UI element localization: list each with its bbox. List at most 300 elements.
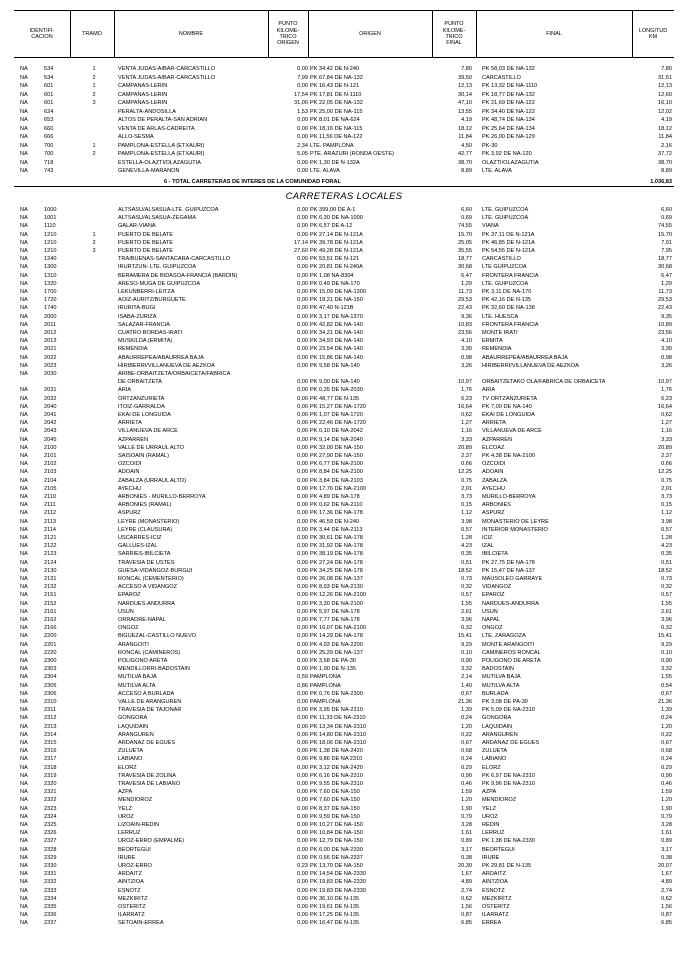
cell-origen: PTE. ARAZURI (RONDA OESTE) bbox=[310, 151, 394, 157]
cell-final: MENDIOROZ bbox=[482, 797, 517, 804]
table-row bbox=[14, 715, 674, 722]
cell-longitud: 1,55 bbox=[661, 600, 672, 607]
cell-punto-final: 3,28 bbox=[461, 822, 472, 828]
cell-punto-origen: 0,00 bbox=[297, 797, 308, 804]
cell-punto-final: 0,90 bbox=[461, 772, 472, 779]
cell-punto-origen: 2,34 bbox=[297, 142, 308, 149]
cell-nombre: PUERTO DE BELATE bbox=[118, 248, 174, 254]
cell-punto-origen: 0,00 bbox=[297, 362, 308, 369]
cell-identificacion: 2166 bbox=[44, 625, 57, 632]
cell-identificacion: 2321 bbox=[44, 789, 57, 796]
cell-longitud: 1,59 bbox=[661, 789, 672, 796]
cell-punto-final: 2,14 bbox=[461, 674, 472, 681]
cell-identificacion: 653 bbox=[44, 117, 54, 123]
cell-nombre: ARIA bbox=[118, 387, 132, 394]
table-row bbox=[14, 264, 674, 271]
cell-longitud: 0,67 bbox=[661, 740, 672, 746]
cell-provincia: NA bbox=[20, 674, 28, 681]
cell-origen: PK 34,25 DE NA-178 bbox=[310, 567, 363, 574]
cell-origen: PK 53,51 DE N-121 bbox=[310, 256, 360, 263]
table-row bbox=[14, 543, 674, 550]
cell-origen: PK 1,08 NA-8304 bbox=[310, 272, 354, 279]
table-row bbox=[14, 289, 674, 296]
cell-punto-origen: 0,00 bbox=[297, 321, 308, 328]
cell-identificacion: 2220 bbox=[44, 649, 57, 656]
cell-punto-final: 0,32 bbox=[461, 584, 472, 591]
cell-provincia: NA bbox=[20, 159, 28, 166]
cell-punto-origen: 0,00 bbox=[297, 117, 308, 123]
cell-origen: PK 46,59 DE N-240 bbox=[310, 518, 360, 525]
cell-punto-origen: 0,00 bbox=[297, 772, 308, 779]
table-row bbox=[14, 160, 674, 167]
cell-punto-origen: 0,00 bbox=[297, 838, 308, 845]
cell-origen: PK 14,80 DE NA-2310 bbox=[310, 731, 366, 738]
cell-nombre: ARANGUREN bbox=[118, 731, 154, 738]
cell-punto-origen: 0,00 bbox=[297, 920, 308, 927]
cell-final: BURLADA bbox=[482, 690, 509, 697]
cell-origen: PK 25,00 DE NA-115 bbox=[310, 108, 363, 115]
cell-punto-final: 0,32 bbox=[461, 625, 472, 632]
cell-punto-final: 0,35 bbox=[461, 551, 472, 558]
cell-longitud: 18,12 bbox=[658, 125, 672, 132]
cell-punto-final: 1,61 bbox=[461, 830, 472, 837]
cell-identificacion: 743 bbox=[44, 168, 54, 174]
cell-punto-final: 0,98 bbox=[461, 354, 472, 361]
cell-final: PK 46,85 DE N-121A bbox=[482, 239, 535, 246]
cell-longitud: 0,87 bbox=[661, 912, 672, 919]
cell-provincia: NA bbox=[20, 134, 28, 140]
cell-longitud: 4,19 bbox=[661, 117, 672, 123]
cell-provincia: NA bbox=[20, 313, 28, 320]
cell-punto-origen: 5,05 bbox=[297, 151, 308, 157]
cell-identificacion: 2042 bbox=[44, 420, 57, 427]
cell-origen: PK 16,07 DE NA-2100 bbox=[310, 625, 366, 632]
cell-provincia: NA bbox=[20, 600, 28, 607]
cell-provincia: NA bbox=[20, 584, 28, 591]
table-row bbox=[14, 732, 674, 739]
table-row bbox=[14, 126, 674, 133]
cell-nombre: LERRUZ bbox=[118, 830, 141, 837]
cell-punto-final: 3,30 bbox=[461, 346, 472, 353]
cell-identificacion: 2000 bbox=[44, 313, 57, 320]
cell-punto-final: 20,30 bbox=[458, 863, 472, 869]
cell-origen: PK 39,78 DE N-121A bbox=[310, 239, 363, 246]
cell-nombre: PAMPLONA-ESTELLA (ETXAURI) bbox=[118, 151, 205, 157]
cell-nombre: SAISOAIN (RAMAL) bbox=[118, 453, 169, 459]
cell-origen: PK 8,01 DE NA-624 bbox=[310, 117, 360, 123]
table-row bbox=[14, 396, 674, 403]
cell-nombre: SARRIES-IBILCIETA bbox=[118, 551, 171, 558]
cell-final: BEORTEGUI bbox=[482, 846, 515, 853]
cell-origen: PK 13,34 DE NA-2310 bbox=[310, 723, 366, 730]
cell-nombre: ALTOS DE PERALTA-SAN ADRIAN bbox=[118, 117, 208, 123]
cell-nombre: ABAURREPEA/ABAURREA BAJA bbox=[118, 354, 204, 361]
cell-nombre: RONCAL (CAMINEROS) bbox=[118, 649, 181, 656]
table-header bbox=[14, 10, 674, 58]
cell-identificacion: 2300 bbox=[44, 658, 57, 664]
cell-final: ILARRATZ bbox=[482, 912, 509, 919]
cell-longitud: 0,57 bbox=[661, 592, 672, 599]
cell-provincia: NA bbox=[20, 272, 28, 279]
cell-identificacion: 1000 bbox=[44, 207, 57, 213]
cell-identificacion: 666 bbox=[44, 134, 54, 140]
cell-final: VIANA bbox=[482, 223, 499, 230]
cell-longitud: 0,90 bbox=[661, 658, 672, 664]
cell-origen: PK 12,26 DE NA-2100 bbox=[310, 592, 366, 599]
cell-provincia: NA bbox=[20, 248, 28, 254]
cell-punto-origen: 0,23 bbox=[297, 863, 308, 869]
cell-origen: PK 8,84 DE NA-2100 bbox=[310, 469, 363, 476]
cell-provincia: NA bbox=[20, 838, 28, 845]
cell-punto-origen: 0,00 bbox=[297, 215, 308, 222]
cell-origen: PK 7,60 DE NA-150 bbox=[310, 789, 360, 796]
cell-identificacion: 2041 bbox=[44, 412, 57, 418]
cell-provincia: NA bbox=[20, 879, 28, 886]
cell-origen: PK 18,06 DE NA-2310 bbox=[310, 740, 366, 746]
cell-punto-final: 20,89 bbox=[458, 444, 472, 451]
cell-origen: PK 30,61 DE NA-178 bbox=[310, 535, 363, 541]
cell-provincia: NA bbox=[20, 168, 28, 174]
cell-longitud: 2,74 bbox=[661, 887, 672, 894]
cell-final: UROZ bbox=[482, 813, 498, 820]
cell-origen: PK 34,93 DE NA-140 bbox=[310, 338, 363, 345]
cell-final: PK 3,08 DE PA-30 bbox=[482, 699, 528, 705]
cell-nombre: ESTELLA-OLAZTI/OLAZAGUTIA bbox=[118, 159, 201, 166]
cell-punto-final: 1,20 bbox=[461, 797, 472, 804]
cell-longitud: 74,55 bbox=[658, 223, 672, 230]
cell-provincia: NA bbox=[20, 321, 28, 328]
cell-final: MONTE IRATI bbox=[482, 330, 518, 336]
cell-provincia: NA bbox=[20, 805, 28, 812]
cell-origen: PK 11,33 DE NA-2310 bbox=[310, 715, 366, 722]
table-row bbox=[14, 609, 674, 616]
cell-origen: LTE. PAMPLONA bbox=[310, 142, 354, 149]
cell-longitud: 1,20 bbox=[661, 723, 672, 730]
cell-longitud: 18,77 bbox=[658, 256, 672, 263]
cell-final: ARBONIES bbox=[482, 502, 511, 509]
cell-final: PK-30 bbox=[482, 142, 498, 149]
cell-provincia: NA bbox=[20, 649, 28, 656]
cell-punto-origen: 0,00 bbox=[297, 641, 308, 648]
cell-punto-origen: 0,00 bbox=[297, 305, 308, 312]
cell-final: PK 58,03 DE NA-132 bbox=[482, 66, 535, 72]
cell-punto-final: 0,57 bbox=[461, 592, 472, 599]
cell-final: ESNOTZ bbox=[482, 887, 505, 894]
cell-punto-origen: 0,00 bbox=[297, 403, 308, 410]
cell-punto-origen: 0,00 bbox=[297, 543, 308, 550]
cell-longitud: 1,90 bbox=[661, 805, 672, 812]
cell-nombre: GÜESA-VIDANGOZ-BURGUI bbox=[118, 567, 193, 574]
cell-longitud: 31,51 bbox=[658, 74, 672, 81]
cell-provincia: NA bbox=[20, 526, 28, 533]
cell-punto-origen: 0,00 bbox=[297, 731, 308, 738]
cell-punto-origen: 0,00 bbox=[297, 666, 308, 673]
cell-punto-origen: 0,00 bbox=[297, 879, 308, 886]
cell-final: GONGORA bbox=[482, 715, 512, 722]
cell-punto-origen: 0,00 bbox=[297, 159, 308, 166]
cell-identificacion: 1110 bbox=[44, 223, 56, 230]
cell-provincia: NA bbox=[20, 346, 28, 353]
cell-punto-final: 39,50 bbox=[458, 74, 472, 81]
cell-final: ONGOZ bbox=[482, 625, 503, 632]
cell-final: ARIA bbox=[482, 387, 496, 394]
cell-final: TV ORTZANZURIETA bbox=[482, 395, 538, 402]
col-longitud: LONGITUD KM bbox=[638, 27, 668, 40]
cell-identificacion: 2336 bbox=[44, 912, 57, 919]
cell-nombre: ORTZANZURIETA bbox=[118, 395, 165, 402]
cell-punto-final: 3,33 bbox=[461, 436, 472, 443]
cell-longitud: 0,66 bbox=[661, 461, 672, 468]
table-row bbox=[14, 273, 674, 280]
table-row bbox=[14, 297, 674, 304]
cell-origen: PK 12,79 DE NA-150 bbox=[310, 838, 363, 845]
cell-punto-final: 1,76 bbox=[461, 387, 472, 394]
cell-punto-final: 2,01 bbox=[461, 485, 472, 492]
cell-punto-final: 0,67 bbox=[461, 740, 472, 746]
cell-punto-origen: 0,00 bbox=[297, 338, 308, 345]
cell-punto-final: 12,13 bbox=[458, 83, 472, 89]
cell-origen: PAMPLONA bbox=[310, 674, 341, 681]
table-row bbox=[14, 707, 674, 714]
table-row bbox=[14, 658, 674, 665]
cell-punto-origen: 31,00 bbox=[294, 100, 308, 106]
cell-provincia: NA bbox=[20, 91, 28, 98]
cell-longitud: 0,24 bbox=[661, 715, 672, 722]
cell-punto-origen: 0,00 bbox=[297, 887, 308, 894]
cell-punto-origen: 0,00 bbox=[297, 444, 308, 451]
cell-longitud: 0,57 bbox=[661, 526, 672, 533]
cell-final: ICIZ bbox=[482, 535, 493, 541]
cell-provincia: NA bbox=[20, 895, 28, 902]
table-row bbox=[14, 428, 674, 435]
cell-longitud: 1,27 bbox=[661, 420, 672, 427]
cell-tramo: 3 bbox=[92, 248, 96, 254]
cell-longitud: 0,73 bbox=[661, 576, 672, 582]
cell-final: LTE. GUIPUZCOA bbox=[482, 207, 529, 213]
cell-punto-origen: 17,14 bbox=[294, 239, 308, 246]
cell-longitud: 12,60 bbox=[658, 91, 672, 98]
cell-longitud: 1,12 bbox=[661, 510, 672, 517]
table-row bbox=[14, 66, 674, 73]
cell-final: MUTILVA BAJA bbox=[482, 674, 521, 681]
cell-punto-origen: 0,00 bbox=[297, 871, 308, 878]
cell-provincia: NA bbox=[20, 330, 28, 336]
cell-nombre: TRAVESIA DE LABIANO bbox=[118, 781, 181, 787]
cell-origen: PK 18,16 DE NA-115 bbox=[310, 125, 363, 132]
cell-final: POLIGONO DE ARETA bbox=[482, 658, 541, 664]
cell-provincia: NA bbox=[20, 125, 28, 132]
cell-punto-final: 0,68 bbox=[461, 748, 472, 755]
cell-punto-origen: 0,00 bbox=[297, 289, 308, 295]
cell-identificacion: 2334 bbox=[44, 895, 57, 902]
cell-provincia: NA bbox=[20, 723, 28, 730]
cell-punto-origen: 0,00 bbox=[297, 66, 308, 72]
cell-longitud: 16,10 bbox=[658, 100, 672, 106]
cell-identificacion: 2130 bbox=[44, 567, 57, 574]
table-row bbox=[14, 838, 674, 845]
cell-punto-final: 12,25 bbox=[458, 469, 472, 476]
cell-punto-final: 1,39 bbox=[461, 707, 472, 714]
table-row bbox=[14, 666, 674, 673]
cell-longitud: 3,33 bbox=[661, 436, 672, 443]
cell-identificacion: 534 bbox=[44, 66, 54, 72]
cell-identificacion: 2312 bbox=[44, 715, 57, 722]
cell-identificacion: 2031 bbox=[44, 387, 57, 394]
cell-provincia: NA bbox=[20, 371, 28, 377]
cell-punto-final: 1,56 bbox=[461, 904, 472, 910]
cell-origen: PK 10,84 DE NA-150 bbox=[310, 830, 363, 837]
cell-origen: PK 4,93 DE NA-2200 bbox=[310, 641, 363, 648]
cell-identificacion: 601 bbox=[44, 83, 54, 89]
table-row bbox=[14, 134, 674, 141]
cell-final: IRURE bbox=[482, 854, 500, 861]
cell-nombre: ARBONIES - MURILLO-BERROYA bbox=[118, 494, 206, 500]
cell-origen: PK 1,90 DE N-135 bbox=[310, 666, 357, 673]
cell-final: PK 3,92 DE NA-120 bbox=[482, 151, 532, 157]
cell-nombre: ARIBE-ORBAITZETA/ORBAICETA/FABRICA bbox=[118, 371, 231, 377]
cell-origen: PK 0,49 DE NA-170 bbox=[310, 280, 360, 287]
cell-origen: PK 3,58 DE PA-30 bbox=[310, 658, 356, 664]
cell-punto-origen: 0,00 bbox=[297, 567, 308, 574]
cell-provincia: NA bbox=[20, 846, 28, 853]
cell-punto-origen: 0,00 bbox=[297, 453, 308, 459]
cell-nombre: ASPURZ bbox=[118, 510, 141, 517]
cell-punto-origen: 0,00 bbox=[297, 223, 308, 230]
cell-final: PK 6,97 DE NA-2310 bbox=[482, 772, 535, 779]
cell-nombre: CAMPANAS-LERIN bbox=[118, 83, 168, 89]
table-row bbox=[14, 117, 674, 124]
cell-punto-final: 8,89 bbox=[461, 168, 472, 174]
cell-punto-origen: 0,00 bbox=[297, 469, 308, 476]
table-row bbox=[14, 494, 674, 501]
cell-identificacion: 2162 bbox=[44, 617, 57, 623]
cell-origen: PK 8,93 DE NA-2130 bbox=[310, 584, 363, 591]
cell-longitud: 3,98 bbox=[661, 518, 672, 525]
cell-identificacion: 601 bbox=[44, 100, 54, 106]
cell-longitud: 4,23 bbox=[661, 543, 672, 550]
table-row bbox=[14, 592, 674, 599]
cell-tramo: 2 bbox=[92, 91, 96, 98]
cell-nombre: VALLE DE URRAUL ALTO bbox=[118, 444, 185, 451]
cell-origen: PK 17,25 DE N-135 bbox=[310, 912, 360, 919]
cell-punto-final: 0,29 bbox=[461, 764, 472, 771]
cell-nombre: AOIZ-AURITZ/BURGUETE bbox=[118, 297, 186, 304]
cell-longitud: 0,51 bbox=[661, 559, 672, 566]
cell-identificacion: 2152 bbox=[44, 600, 57, 607]
cell-punto-final: 0,51 bbox=[461, 559, 472, 566]
table-row bbox=[14, 830, 674, 837]
cell-origen: PK 31,92 DE NA-178 bbox=[310, 543, 363, 550]
section-title: CARRETERAS LOCALES bbox=[285, 191, 403, 202]
cell-final: PK 5,09 DE NA-2310 bbox=[482, 707, 535, 714]
cell-punto-origen: 27,60 bbox=[294, 248, 308, 254]
cell-final: LTE GUIPUZCOA bbox=[482, 264, 527, 271]
cell-punto-origen: 0,00 bbox=[297, 420, 308, 427]
cell-identificacion: 2325 bbox=[44, 822, 57, 828]
cell-identificacion: 2330 bbox=[44, 863, 57, 869]
cell-identificacion: 2311 bbox=[44, 707, 57, 714]
cell-punto-origen: 0,00 bbox=[297, 280, 308, 287]
cell-punto-origen: 0,00 bbox=[297, 477, 308, 484]
cell-provincia: NA bbox=[20, 731, 28, 738]
table-row bbox=[14, 387, 674, 394]
cell-origen: PK 15,27 DE NA-1720 bbox=[310, 403, 366, 410]
cell-origen: PK 1,38 DE NA-2420 bbox=[310, 748, 363, 755]
cell-identificacion: 2322 bbox=[44, 797, 57, 804]
cell-identificacion: 2304 bbox=[44, 674, 57, 681]
cell-punto-final: 3,73 bbox=[461, 494, 472, 500]
cell-punto-origen: 0,00 bbox=[297, 649, 308, 656]
cell-origen: PK 8,37 DE NA-150 bbox=[310, 805, 360, 812]
cell-final: ARDAITZ bbox=[482, 871, 506, 878]
cell-provincia: NA bbox=[20, 813, 28, 820]
cell-identificacion: 2113 bbox=[44, 518, 57, 525]
table-row bbox=[14, 740, 674, 747]
cell-provincia: NA bbox=[20, 518, 28, 525]
cell-identificacion: 2333 bbox=[44, 887, 57, 894]
cell-identificacion: 2313 bbox=[44, 723, 57, 730]
cell-nombre: ARESO-MUGA DE GUIPUZCOA bbox=[118, 280, 201, 287]
cell-final: PK 48,74 DE NA-134 bbox=[482, 117, 535, 123]
table-row bbox=[14, 773, 674, 780]
cell-punto-origen: 0,59 bbox=[297, 674, 308, 681]
cell-longitud: 7,95 bbox=[661, 248, 672, 254]
cell-identificacion: 2040 bbox=[44, 403, 57, 410]
cell-longitud: 2,61 bbox=[661, 608, 672, 615]
cell-final: ADOAIN bbox=[482, 469, 504, 476]
cell-punto-origen: 0,00 bbox=[297, 699, 308, 705]
table-row bbox=[14, 338, 674, 345]
cell-nombre: ACCESO A VIDANGOZ bbox=[118, 584, 178, 591]
cell-punto-origen: 0,00 bbox=[297, 551, 308, 558]
cell-origen: PK 9,00 DE NA-140 bbox=[310, 379, 360, 386]
cell-punto-origen: 0,00 bbox=[297, 600, 308, 607]
cell-longitud: 6,85 bbox=[661, 920, 672, 927]
cell-identificacion: 2315 bbox=[44, 740, 57, 746]
cell-identificacion: 2151 bbox=[44, 592, 57, 599]
cell-provincia: NA bbox=[20, 789, 28, 796]
cell-origen: PK 1,30 DE N-132A bbox=[310, 159, 360, 166]
cell-provincia: NA bbox=[20, 822, 28, 828]
cell-punto-final: 38,70 bbox=[458, 159, 472, 166]
cell-provincia: NA bbox=[20, 658, 28, 664]
cell-nombre: UROZ-ERRO bbox=[118, 863, 152, 869]
cell-longitud: 11,84 bbox=[658, 134, 672, 140]
cell-provincia: NA bbox=[20, 633, 28, 640]
cell-nombre: ORRADRE-NAPAL bbox=[118, 617, 166, 623]
cell-identificacion: 1210 bbox=[44, 231, 57, 238]
table-row bbox=[14, 617, 674, 624]
cell-nombre: POLIGONO ARETA bbox=[118, 658, 168, 664]
cell-punto-final: 9,36 bbox=[461, 313, 472, 320]
cell-provincia: NA bbox=[20, 264, 28, 271]
cell-punto-final: 0,79 bbox=[461, 813, 472, 820]
cell-longitud: 1,39 bbox=[661, 707, 672, 714]
cell-punto-final: 0,62 bbox=[461, 412, 472, 418]
table-row bbox=[14, 412, 674, 419]
cell-punto-origen: 0,00 bbox=[297, 740, 308, 746]
cell-punto-origen: 0,00 bbox=[297, 789, 308, 796]
cell-punto-final: 30,14 bbox=[458, 91, 472, 98]
cell-provincia: NA bbox=[20, 485, 28, 492]
cell-provincia: NA bbox=[20, 756, 28, 763]
cell-final: ZULUETA bbox=[482, 748, 508, 755]
table-row bbox=[14, 379, 674, 386]
cell-provincia: NA bbox=[20, 748, 28, 755]
cell-longitud: 3,32 bbox=[661, 666, 672, 673]
cell-tramo: 1 bbox=[92, 231, 96, 238]
cell-provincia: NA bbox=[20, 535, 28, 541]
